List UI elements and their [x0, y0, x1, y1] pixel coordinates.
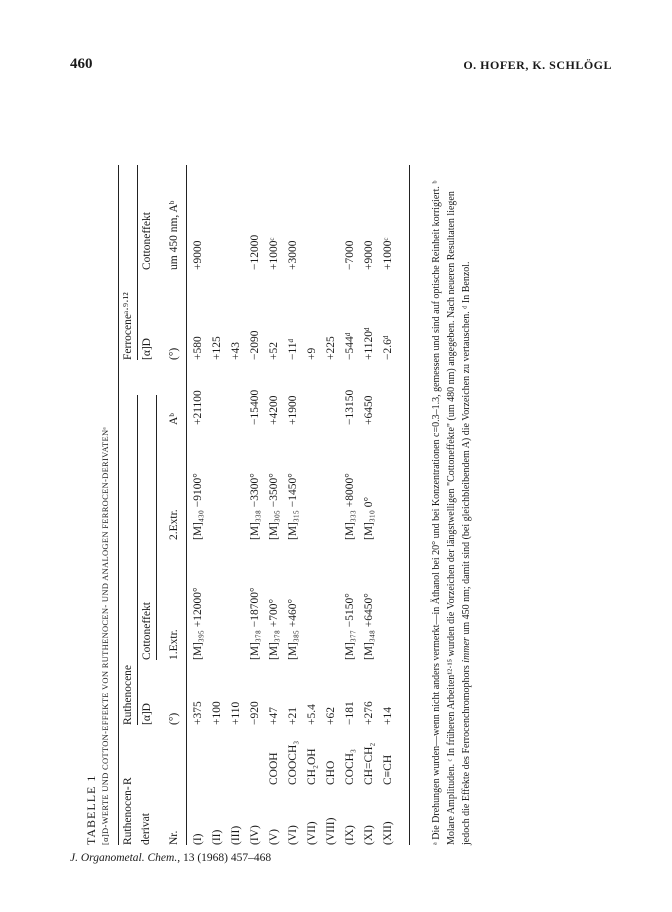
- cell-extr1: [M]₃₉₅ +12000°: [192, 587, 204, 660]
- cell-alpha-ru: +62: [325, 707, 337, 725]
- cell-a-ru: −13150: [344, 389, 356, 425]
- header-deg-ru: (°): [168, 712, 180, 725]
- cell-cotton-fe: +9000: [192, 240, 204, 270]
- table-label: TABELLE 1: [84, 774, 98, 845]
- table-title: [α]D-WERTE UND COTTON-EFFEKTE VON RUTHENOCEN- UND ANALOGEN FERROCEN-DERIVATENᵃ: [100, 426, 110, 845]
- cell-alpha-ru: −920: [249, 701, 261, 725]
- header-ferrocene: Ferroceneᵃ·⁹·¹²: [122, 292, 134, 360]
- journal-volume-pages: , 13 (1968) 457–468: [177, 852, 272, 864]
- cell-nr: (XII): [382, 821, 394, 845]
- footnote-d: ᵈ In Benzol.: [461, 261, 472, 309]
- cell-alpha-fe: −11ᵈ: [287, 338, 299, 360]
- cell-nr: (VI): [287, 825, 299, 845]
- cell-alpha-ru: +375: [192, 701, 204, 725]
- cell-extr2: [M]₃₁₀ 0°: [363, 496, 375, 540]
- cell-alpha-fe: +125: [211, 336, 223, 360]
- header-derivative-line2: derivat: [140, 813, 152, 845]
- cell-r: CHO: [325, 760, 337, 785]
- cell-nr: (III): [230, 825, 242, 845]
- table-row: [287, 165, 306, 845]
- cell-nr: (V): [268, 829, 280, 845]
- table-row: [192, 165, 211, 845]
- table-body: [192, 165, 401, 845]
- cell-nr: (VIII): [325, 817, 337, 845]
- header-alpha-ru: [α]D: [141, 703, 153, 725]
- cell-alpha-ru: +276: [363, 701, 375, 725]
- header-r: R: [122, 777, 134, 785]
- cell-alpha-ru: +100: [211, 701, 223, 725]
- header-amp-ru: Aᵇ: [168, 413, 180, 425]
- header-cotton-fe: Cottoneffekt: [141, 212, 153, 270]
- cell-alpha-fe: +9: [306, 347, 318, 360]
- cell-extr1: [M]₃₄₈ +6450°: [363, 593, 375, 660]
- cell-alpha-ru: +5.4: [306, 704, 318, 725]
- cell-nr: (II): [211, 829, 223, 845]
- page-number: 460: [70, 56, 93, 72]
- cell-alpha-fe: +1120ᵈ: [363, 327, 375, 360]
- journal-name: J. Organometal. Chem.: [70, 852, 178, 864]
- ferrocene-rule: [137, 165, 138, 360]
- cell-a-ru: +4200: [268, 395, 280, 425]
- cell-r: C≡CH: [382, 754, 394, 785]
- table-row: [268, 165, 287, 845]
- cell-alpha-ru: −181: [344, 701, 356, 725]
- header-alpha-fe: [α]D: [141, 338, 153, 360]
- header-number: Nr.: [168, 830, 180, 845]
- cell-alpha-ru: +47: [268, 707, 280, 725]
- cell-extr2: [M]₃₃₈ −3300°: [249, 473, 261, 540]
- table-row: [230, 165, 249, 845]
- cell-nr: (I): [192, 833, 204, 845]
- table-row: [325, 165, 344, 845]
- cell-alpha-fe: −2090: [249, 330, 261, 360]
- cell-a-ru: +21100: [192, 390, 204, 425]
- cell-nr: (XI): [363, 825, 375, 845]
- footnote-c-emphasis: immer: [461, 637, 472, 663]
- cell-r: CH=CH₂: [363, 742, 375, 785]
- cell-extr1: [M]₃₇₈ −18700°: [249, 587, 261, 660]
- header-cotton-ru: Cottoneffekt: [141, 602, 153, 660]
- cell-alpha-fe: +580: [192, 336, 204, 360]
- header-cotton-fe-sub: um 450 nm, Aᵇ: [168, 200, 180, 270]
- cell-cotton-fe: +1000ᶜ: [268, 237, 280, 270]
- header-derivative-line1: Ruthenocen-: [122, 786, 134, 845]
- cell-extr1: [M]₃₇₈ +700°: [268, 598, 280, 660]
- cell-cotton-fe: +3000: [287, 240, 299, 270]
- header-extr1: 1.Extr.: [168, 629, 180, 660]
- header-extr2: 2.Extr.: [168, 509, 180, 540]
- cell-nr: (VII): [306, 821, 318, 845]
- table-row: [211, 165, 230, 845]
- bottom-rule: [409, 165, 410, 845]
- table-footnotes: [429, 165, 474, 845]
- cell-alpha-ru: +110: [230, 701, 242, 725]
- cell-alpha-fe: −544ᵈ: [344, 332, 356, 360]
- table-row: [344, 165, 363, 845]
- cell-a-ru: +6450: [363, 395, 375, 425]
- cell-cotton-fe: +9000: [363, 240, 375, 270]
- cell-cotton-fe: −7000: [344, 240, 356, 270]
- cell-nr: (IV): [249, 825, 261, 845]
- footnote-c: ᶜ In früheren Arbeiten¹²·¹⁵ wurden die Vorzeichen der längstwelligen "Cottoneffekte" (um 480 nm) angegeben. Nach neueren Resultaten liegen jedoch die Effekte des Ferrocenchromophors: [446, 191, 472, 845]
- footnote-a: ᵃ Die Drehungen wurden—wenn nicht anders vermerkt—in Äthanol bei 20° und bei Konzentrationen c=0.3–1.3, gemessen und sind auf optische Reinheit korrigiert.: [431, 183, 442, 845]
- journal-citation: [70, 852, 271, 864]
- cell-extr2: [M]₄₃₀ −9100°: [192, 473, 204, 540]
- cell-extr2: [M]₃₀₅ −3500°: [268, 473, 280, 540]
- cotton-ru-rule: [156, 395, 157, 660]
- table-row: [382, 165, 401, 845]
- table-1: [84, 165, 494, 845]
- cell-alpha-ru: +14: [382, 707, 394, 725]
- cell-alpha-fe: +43: [230, 342, 242, 360]
- cell-alpha-fe: −2.6ᵈ: [382, 335, 394, 360]
- header-rule: [186, 165, 187, 845]
- cell-alpha-ru: +21: [287, 707, 299, 725]
- cell-alpha-fe: +52: [268, 342, 280, 360]
- cell-nr: (IX): [344, 825, 356, 845]
- ruthenocene-rule: [137, 395, 138, 725]
- footnote-c-end: um 450 nm; damit sind (bei gleichbleibendem A) die Vorzeichen zu vertauschen.: [461, 308, 472, 638]
- table-row: [306, 165, 325, 845]
- cell-extr2: [M]₃₃₃ +8000°: [344, 473, 356, 540]
- cell-a-ru: −15400: [249, 389, 261, 425]
- header-ruthenocene: Ruthenocene: [122, 664, 134, 725]
- cell-r: COOCH₃: [287, 740, 299, 785]
- running-head: O. HOFER, K. SCHLÖGL: [463, 58, 612, 72]
- cell-a-ru: +1900: [287, 395, 299, 425]
- cell-r: COCH₃: [344, 749, 356, 785]
- cell-r: CH₂OH: [306, 748, 318, 785]
- top-rule: [118, 165, 119, 845]
- cell-extr2: [M]₃₁₅ −1450°: [287, 473, 299, 540]
- cell-alpha-fe: +225: [325, 336, 337, 360]
- table-row: [249, 165, 268, 845]
- cell-cotton-fe: +1000ᶜ: [382, 237, 394, 270]
- table-row: [363, 165, 382, 845]
- cell-cotton-fe: −12000: [249, 234, 261, 270]
- cell-r: COOH: [268, 752, 280, 785]
- cell-extr1: [M]₃₇₇ −5150°: [344, 593, 356, 660]
- cell-extr1: [M]₃₈₅ +460°: [287, 598, 299, 660]
- header-deg-fe: (°): [168, 347, 180, 360]
- footnote-b: ᵇ Molare Amplituden.: [431, 180, 457, 845]
